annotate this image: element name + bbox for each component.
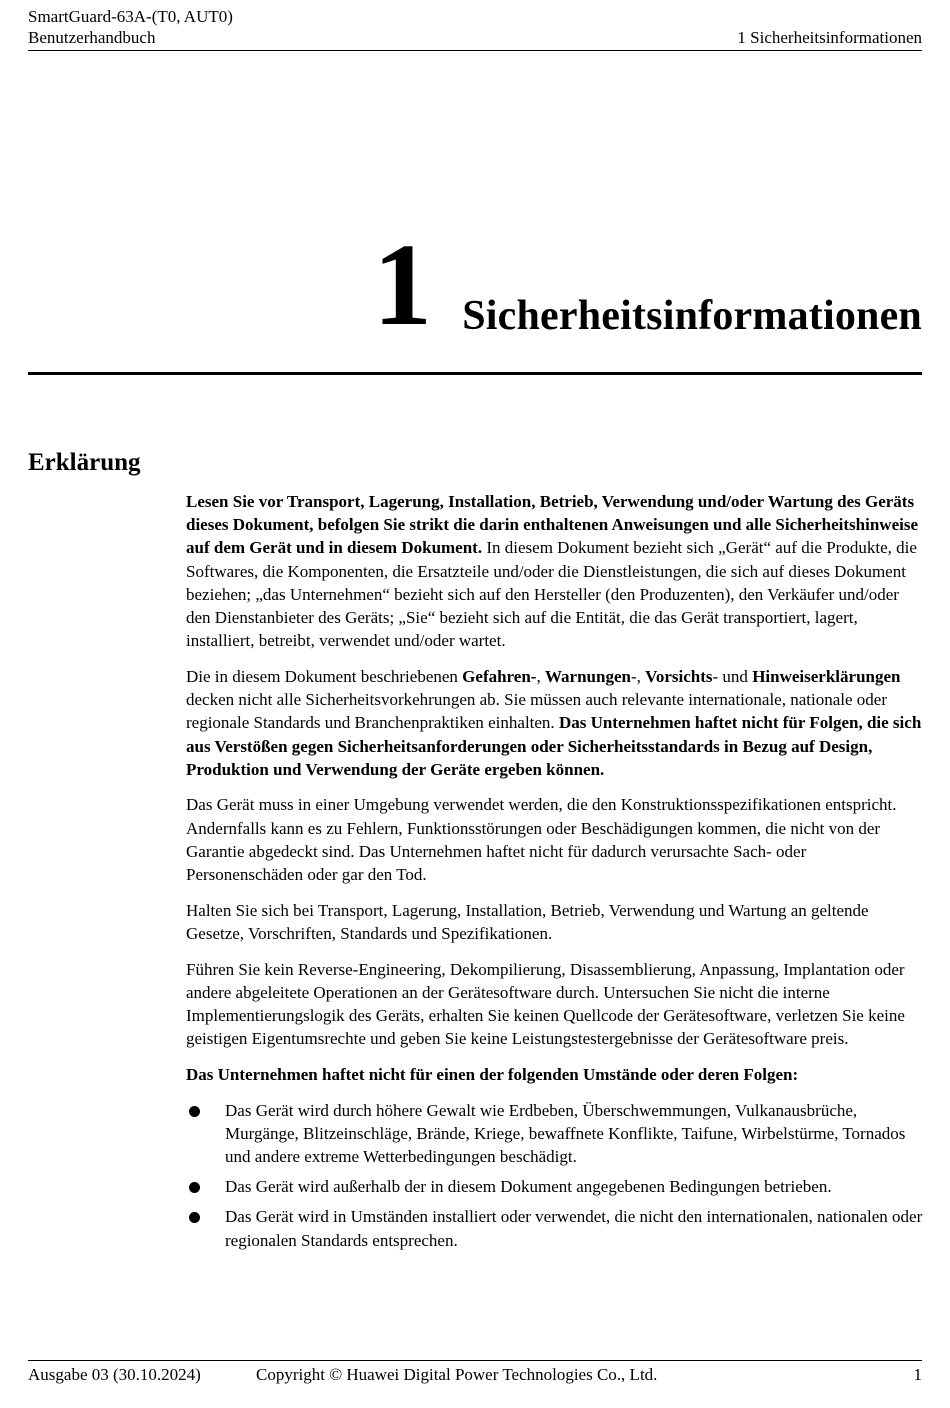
paragraph-2-text-2: ,: [536, 666, 545, 686]
chapter-title-block: [28, 219, 922, 375]
list-item-text: Das Gerät wird in Umständen installiert oder verwendet, die nicht den internationalen, nationalen oder regionalen Standards entsprechen.: [225, 1207, 923, 1250]
list-item-text: Das Gerät wird außerhalb der in diesem Dokument angegebenen Bedingungen betrieben.: [225, 1177, 832, 1197]
header-chapter-ref: 1 Sicherheitsinformationen: [737, 28, 922, 47]
chapter-title: Sicherheitsinformationen: [462, 293, 922, 339]
paragraph-2-bold-4: Hinweiserklärungen: [752, 666, 901, 686]
bullet-dot-icon: [189, 1182, 200, 1193]
paragraph-2-text-1: Die in diesem Dokument beschriebenen: [186, 666, 463, 686]
section-body: [186, 490, 924, 1259]
paragraph-2-text-5: decken nicht alle Sicherheitsvorkehrungen ab. Sie müssen auch relevante internationale, nationale oder regionale Standards und Branchenpraktiken einhalten.: [186, 690, 887, 733]
paragraph-1-text: In diesem Dokument bezieht sich „Gerät“ auf die Produkte, die Softwares, die Komponenten, die Ersatzteile und/oder die Dienstleistungen, die sich auf dieses Dokument beziehen; „das Unternehmen“ bezieht sich auf den Hersteller (den Produzenten), den Verkäufer und/oder den Dienstanbieter des Geräts; „Sie“ bezieht sich auf die Entität, die das Gerät transportiert, lagert, installiert, betreibt, verwendet und/oder wartet.: [186, 538, 917, 651]
paragraph-2-bold-3: Vorsichts: [645, 666, 713, 686]
list-item-text: Das Gerät wird durch höhere Gewalt wie Erdbeben, Überschwemmungen, Vulkanausbrüche, Murgänge, Blitzeinschläge, Brände, Kriege, bewaffnete Konflikte, Taifune, Wirbelstürme, Tornados und andere extreme Wetterbedingungen beschädigt.: [225, 1100, 906, 1167]
footer-page-number: 1: [913, 1365, 922, 1384]
page-header: [28, 6, 922, 51]
footer-copyright: Copyright © Huawei Digital Power Technologies Co., Ltd.: [256, 1365, 658, 1384]
paragraph-5: Führen Sie kein Reverse-Engineering, Dekompilierung, Disassemblierung, Anpassung, Implantation oder andere abgeleitete Operationen an der Gerätesoftware durch. Untersuchen Sie nicht die interne Implementierungslogik des Geräts, erhalten Sie keinen Quellcode der Gerätesoftware, verletzen Sie keine geistigen Eigentumsrechte und geben Sie keine Leistungstestergebnisse der Gerätesoftware preis.: [186, 959, 905, 1049]
header-left: [28, 6, 233, 48]
paragraph-1-bold: Lesen Sie vor Transport, Lagerung, Installation, Betrieb, Verwendung und/oder Wartung des Geräts dieses Dokument, befolgen Sie strikt die darin enthaltenen Anweisungen und alle Sicherheitshinweise auf dem Gerät und in diesem Dokument.: [186, 492, 919, 558]
header-product: SmartGuard-63A-(T0, AUT0): [28, 7, 233, 26]
list-item: [186, 1099, 924, 1169]
paragraph-2-text-4: - und: [712, 666, 753, 686]
list-item: [186, 1175, 924, 1198]
paragraph-2-bold-5: Das Unternehmen haftet nicht für Folgen, die sich aus Verstößen gegen Sicherheitsanforderungen oder Sicherheitsstandards in Bezug auf Design, Produktion und Verwendung der Geräte ergeben können.: [186, 713, 922, 779]
chapter-number: 1: [373, 219, 432, 350]
paragraph-1: [186, 490, 924, 652]
paragraph-2-text-3: -,: [630, 666, 646, 686]
paragraph-3: Das Gerät muss in einer Umgebung verwendet werden, die den Konstruktionsspezifikationen entspricht. Andernfalls kann es zu Fehlern, Funktionsstörungen oder Beschädigungen kommen, die nicht von der Garantie abgedeckt sind. Das Unternehmen haftet nicht für dadurch verursachte Sach- oder Personenschäden oder gar den Tod.: [186, 795, 897, 885]
paragraph-2-bold-1: Gefahren-: [462, 666, 537, 686]
paragraph-4: Halten Sie sich bei Transport, Lagerung, Installation, Betrieb, Verwendung und Wartung an geltende Gesetze, Vorschriften, Standards und Spezifikationen.: [186, 900, 869, 943]
bullet-dot-icon: [189, 1212, 200, 1223]
header-doc-type: Benutzerhandbuch: [28, 28, 156, 47]
footer-issue: Ausgabe 03 (30.10.2024): [28, 1365, 201, 1384]
section-heading: Erklärung: [28, 449, 141, 476]
paragraph-6: [186, 1063, 924, 1086]
list-item: [186, 1205, 924, 1251]
page-footer: [28, 1360, 922, 1389]
bullet-dot-icon: [189, 1106, 200, 1117]
bullet-list: [186, 1099, 924, 1252]
paragraph-2-bold-2: Warnungen: [544, 666, 631, 686]
paragraph-6-bold: Das Unternehmen haftet nicht für einen der folgenden Umstände oder deren Folgen:: [186, 1064, 799, 1084]
paragraph-2: [186, 665, 924, 781]
